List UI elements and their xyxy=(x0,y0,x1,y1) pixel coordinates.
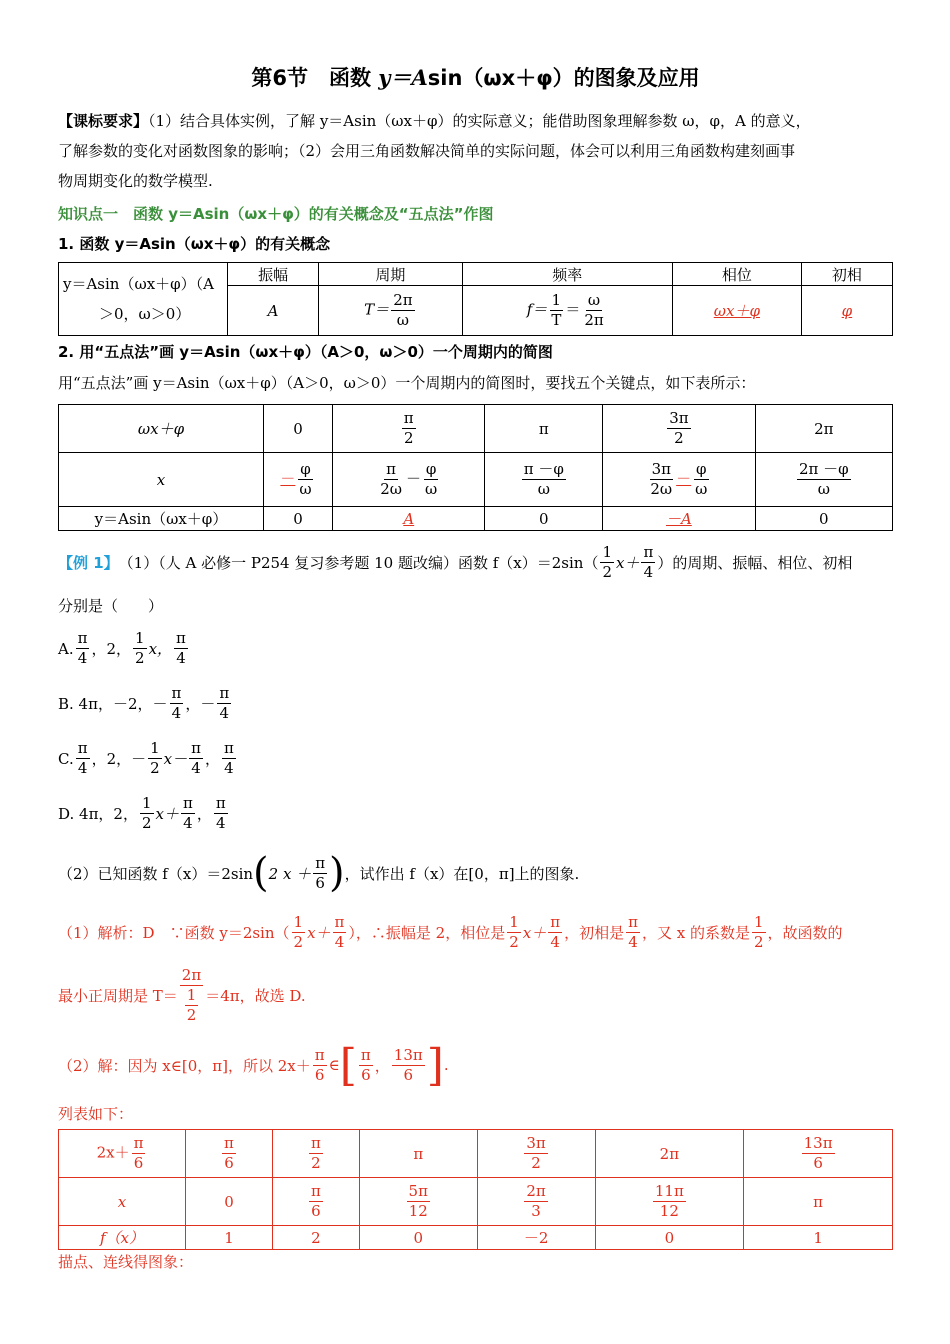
page-title: 第6节 函数 y＝Asin（ωx＋φ）的图象及应用 xyxy=(251,65,700,90)
sol-row1-label: 2x＋ $\frac{\pi}{6}$ xyxy=(59,1130,186,1178)
option-c: C. $\frac{\pi}{4}$ ，2，－ $\frac{1}{2}$ x－ $\frac{\pi}{4}$ ， $\frac{\pi}{4}$ xyxy=(58,739,234,777)
table-cell: $\frac{3\pi}{2}$ xyxy=(477,1130,595,1178)
requirements: 【课标要求】（1）结合具体实例，了解 y＝Asin（ωx＋φ）的实际意义；能借助图象理解参数 ω，φ，A 的意义， 了解参数的变化对函数图象的影响；（2）会用三角函数解决简单的实际问题，体会可以利用三角函数构建刻画事 物周期变化的数学模型. xyxy=(58,112,811,190)
solution-1-period: 最小正周期是 T＝ $\frac{2\pi}{\frac{1}{2}}$ ＝4π，故选 D. xyxy=(58,965,306,1024)
requirements-label: 【课标要求】 xyxy=(58,112,149,130)
table-cell: π xyxy=(359,1130,477,1178)
example-tag: 【例 1】 xyxy=(58,553,119,572)
table-cell: $\frac{2\pi}{3}$ xyxy=(477,1178,595,1226)
draw-label: 描点、连线得图象： xyxy=(58,1253,194,1271)
five-point-table: ωx＋φ 0 $\frac{\pi}{2}$ π $\frac{3\pi}{2}$ 2π x － $\frac{\varphi}{\omega}$ $\frac{\pi}{2\omega}$ － $\frac{\varphi}{\omega}$ $\frac{\pi -\varphi}{\omega}$ $\frac{3\pi}{2\omega}$ － $\frac{\varphi}{\omega}$ $\frac{2\pi -\varphi}{\omega}$ y＝Asin（ωx＋φ） 0 A 0 －A 0 xyxy=(58,404,893,531)
table-cell: $\frac{11\pi}{12}$ xyxy=(595,1178,744,1226)
example-question-1: 【例 1】 （1）（人 A 必修一 P254 复习参考题 10 题改编）函数 f（x）＝2sin（ $\frac{1}{2}$ x＋ $\frac{\pi}{4}$ ）的周期、振幅、相位、初相 xyxy=(58,542,853,581)
solution-table xyxy=(58,1129,893,1250)
section-heading-2: 2. 用“五点法”画 y＝Asin（ωx＋φ）（A＞0，ω＞0）一个周期内的简图 xyxy=(58,343,553,361)
sol-row3-label: f（x） xyxy=(59,1226,186,1250)
table-cell: 0 xyxy=(595,1226,744,1250)
example-question-2: （2）已知函数 f（x）＝2sin ( 2 x ＋ $\frac{\pi}{6}$ ) ，试作出 f（x）在[0，π]上的图象. xyxy=(58,850,580,896)
section-heading-1: 1. 函数 y＝Asin（ωx＋φ）的有关概念 xyxy=(58,235,331,253)
table-cell: $\frac{5\pi}{12}$ xyxy=(359,1178,477,1226)
table-cell: 1 xyxy=(186,1226,273,1250)
row-label-x: x xyxy=(59,453,264,507)
frequency-value: f＝ $\frac{1}{T}$ ＝ $\frac{\omega}{2\pi}$ xyxy=(462,286,672,336)
concept-table xyxy=(58,262,893,336)
phase-value: ωx＋φ xyxy=(672,286,801,336)
list-label: 列表如下： xyxy=(58,1105,134,1123)
option-a: A. $\frac{\pi}{4}$ ，2， $\frac{1}{2}$ x， $\frac{\pi}{4}$ xyxy=(58,629,186,667)
concept-left-cell: y＝Asin（ωx＋φ）（A ＞0，ω＞0） xyxy=(59,263,228,336)
knowledge-point-heading: 知识点一 函数 y＝Asin（ωx＋φ）的有关概念及“五点法”作图 xyxy=(58,205,494,223)
header-frequency: 频率 xyxy=(462,263,672,286)
table-cell: 2π xyxy=(595,1130,744,1178)
table-cell: 0 xyxy=(359,1226,477,1250)
table-cell: $\frac{\pi}{6}$ xyxy=(272,1178,359,1226)
table-cell: $\frac{\pi}{6}$ xyxy=(186,1130,273,1178)
solution-2: （2）解：因为 x∈[0，π]，所以 2x＋ $\frac{\pi}{6}$ ∈ [ $\frac{\pi}{6}$ ， $\frac{13\pi}{6}$ ] . xyxy=(58,1039,449,1091)
example-question-1-line2: 分别是（ ） xyxy=(58,597,164,615)
header-period: 周期 xyxy=(319,263,462,286)
period-value: T＝ $\frac{2\pi}{\omega}$ xyxy=(319,286,462,336)
sol-row2-label: x xyxy=(59,1178,186,1226)
initial-phase-value: φ xyxy=(801,286,892,336)
header-initial-phase: 初相 xyxy=(801,263,892,286)
table-cell: 1 xyxy=(744,1226,893,1250)
table-cell: π xyxy=(744,1178,893,1226)
table-cell: $\frac{13\pi}{6}$ xyxy=(744,1130,893,1178)
header-amplitude: 振幅 xyxy=(228,263,319,286)
header-phase: 相位 xyxy=(672,263,801,286)
option-b: B. 4π，－2，－ $\frac{\pi}{4}$ ，－ $\frac{\pi}{4}$ xyxy=(58,684,230,722)
amplitude-value: A xyxy=(228,286,319,336)
row-label-y: y＝Asin（ωx＋φ） xyxy=(59,507,264,531)
table-cell: 0 xyxy=(186,1178,273,1226)
table-cell: $\frac{\pi}{2}$ xyxy=(272,1130,359,1178)
five-point-intro: 用“五点法”画 y＝Asin（ωx＋φ）（A＞0，ω＞0）一个周期内的简图时，要找五个关键点，如下表所示： xyxy=(58,374,756,392)
table-cell: 2 xyxy=(272,1226,359,1250)
table-cell: －2 xyxy=(477,1226,595,1250)
document-page xyxy=(58,58,893,1274)
option-d: D. 4π，2， $\frac{1}{2}$ x＋ $\frac{\pi}{4}$ ， $\frac{\pi}{4}$ xyxy=(58,794,226,832)
row-label-phase: ωx＋φ xyxy=(59,405,264,453)
solution-1: （1）解析：D ∵函数 y＝2sin（ $\frac{1}{2}$ x＋ $\frac{\pi}{4}$ ），∴振幅是 2，相位是 $\frac{1}{2}$ x＋ $\frac{\pi}{4}$ ，初相是 $\frac{\pi}{4}$ ，又 x 的系数是 $\frac{1}{2}$ ，故函数的 xyxy=(58,912,843,951)
